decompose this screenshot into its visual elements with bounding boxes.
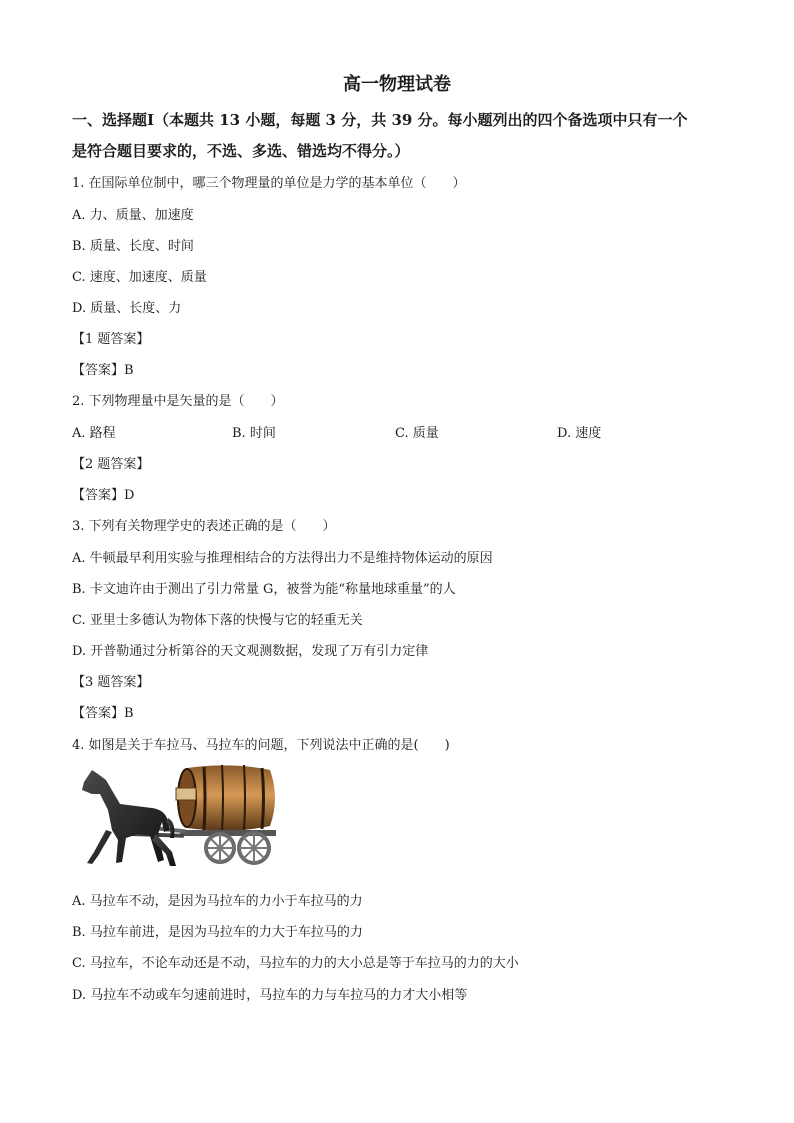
question-3-stem: 3. 下列有关物理学史的表述正确的是（ ） — [72, 519, 336, 534]
question-4-option-c: C. 马拉车，不论车动还是不动，马拉车的力的大小总是等于车拉马的力的大小 — [72, 956, 519, 971]
page-title: 高一物理试卷 — [343, 74, 451, 95]
question-2-option-b: B. 时间 — [232, 426, 276, 441]
question-1-stem: 1. 在国际单位制中，哪三个物理量的单位是力学的基本单位（ ） — [72, 176, 466, 191]
question-1-option-c: C. 速度、加速度、质量 — [72, 270, 207, 285]
question-3-option-d: D. 开普勒通过分析第谷的天文观测数据，发现了万有引力定律 — [72, 644, 429, 659]
question-3-option-a: A. 牛顿最早利用实验与推理相结合的方法得出力不是维持物体运动的原因 — [72, 551, 493, 566]
question-2-options-row — [72, 422, 732, 442]
question-3-option-c: C. 亚里士多德认为物体下落的快慢与它的轻重无关 — [72, 613, 363, 628]
question-3-option-b: B. 卡文迪许由于测出了引力常量 G，被誉为能“称量地球重量”的人 — [72, 582, 456, 597]
horse-cart-figure — [72, 760, 282, 878]
barrel-icon — [176, 765, 275, 832]
question-1-answer: 【答案】B — [72, 363, 134, 378]
question-4-option-b: B. 马拉车前进，是因为马拉车的力大于车拉马的力 — [72, 925, 363, 940]
question-2-option-c: C. 质量 — [395, 426, 439, 441]
cart-wheel-icon — [206, 833, 269, 863]
question-4-stem: 4. 如图是关于车拉马、马拉车的问题，下列说法中正确的是( ) — [72, 738, 450, 753]
question-4-option-d: D. 马拉车不动或车匀速前进时，马拉车的力与车拉马的力才大小相等 — [72, 988, 468, 1003]
section-heading-line-1: 一、选择题Ⅰ（本题共 13 小题，每题 3 分，共 39 分。每小题列出的四个备选项中只有一个 — [72, 111, 688, 129]
question-1-option-d: D. 质量、长度、力 — [72, 301, 182, 316]
question-3-answer-heading: 【3 题答案】 — [72, 675, 150, 690]
question-1-option-a: A. 力、质量、加速度 — [72, 208, 194, 223]
question-2-answer: 【答案】D — [72, 488, 135, 503]
section-heading-line-2: 是符合题目要求的，不选、多选、错选均不得分。） — [72, 142, 410, 160]
question-4-option-a: A. 马拉车不动，是因为马拉车的力小于车拉马的力 — [72, 894, 363, 909]
question-1-answer-heading: 【1 题答案】 — [72, 332, 150, 347]
question-1-option-b: B. 质量、长度、时间 — [72, 239, 194, 254]
question-2-answer-heading: 【2 题答案】 — [72, 457, 150, 472]
question-3-answer: 【答案】B — [72, 706, 134, 721]
question-2-option-d: D. 速度 — [557, 426, 602, 441]
question-2-option-a: A. 路程 — [72, 426, 116, 441]
question-2-stem: 2. 下列物理量中是矢量的是（ ） — [72, 394, 284, 409]
horse-icon — [82, 770, 176, 866]
